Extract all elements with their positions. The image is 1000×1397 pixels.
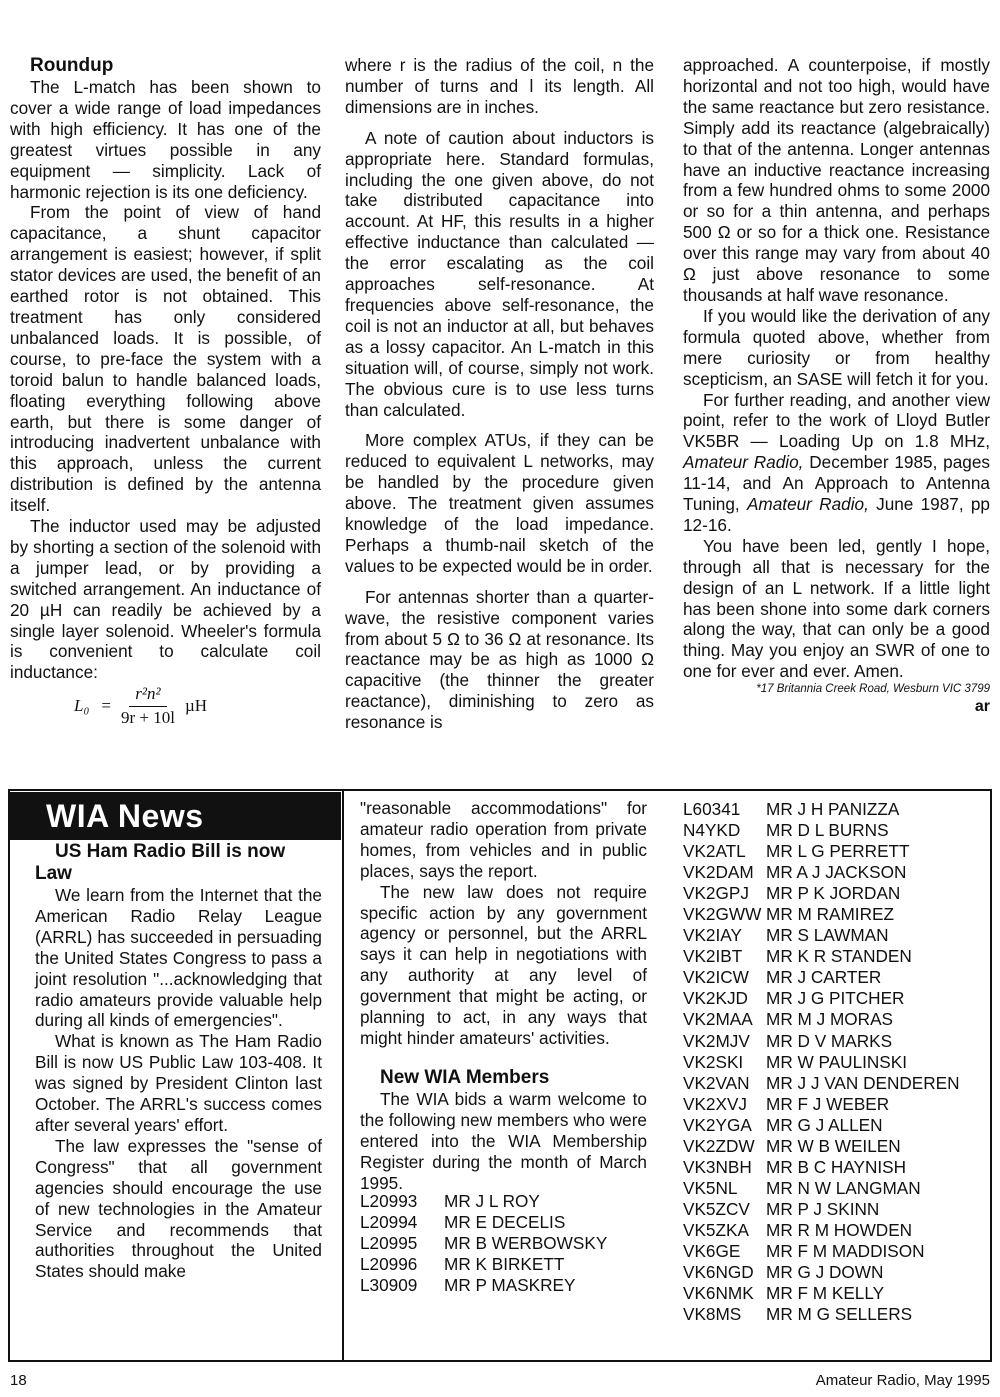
paragraph: approached. A counterpoise, if mostly horizontal and not too high, would have the same reactance but zero resistance. Simply add its reactance (algebraically) to that of the antenna. Longer antennas have an inductive reactance increasing from a few hundred ohms to some 2000 or so for a thin antenna, and perhaps 500 Ω or so for a thick one. Resistance over this range may vary from about 40 Ω just above resonance to some thousands at half wave resonance. — [683, 55, 990, 305]
member-name: MR P MASKREY — [444, 1275, 576, 1296]
member-row — [683, 967, 985, 988]
member-row — [360, 1275, 647, 1296]
member-callsign: VK2YGA — [683, 1114, 752, 1135]
member-callsign: L60341 — [683, 799, 741, 819]
member-name: MR G J ALLEN — [766, 1114, 883, 1135]
member-name: MR K BIRKETT — [444, 1254, 565, 1275]
member-name: MR M RAMIREZ — [766, 904, 894, 925]
paragraph: You have been led, gently I hope, through all that is necessary for the design of an L network. If a little light has been shone into some dark corners along the way, that can only be a good thing. May you enjoy an SWR of one to one for ever and ever. Amen. — [683, 535, 990, 682]
author-address: *17 Britannia Creek Road, Wesburn VIC 3799 — [756, 683, 990, 696]
member-name: MR N W LANGMAN — [766, 1177, 921, 1198]
member-row — [683, 1178, 985, 1199]
member-row — [683, 1157, 985, 1178]
member-name: MR J G PITCHER — [766, 988, 905, 1009]
member-row — [360, 1233, 647, 1254]
publication-footer: Amateur Radio, May 1995 — [815, 1372, 990, 1389]
member-row — [683, 1094, 985, 1115]
box-left-rule — [8, 789, 10, 1362]
paragraph: If you would like the derivation of any formula quoted above, whether from mere curiosity or from healthy scepticism, an SASE will fetch it for you. — [683, 305, 990, 389]
paragraph: We learn from the Internet that the American Radio Relay League (ARRL) has succeeded in persuading the United States Congress to pass a joint resolution "...acknowledging that radio amateurs provide valuable help during all kinds of emergencies". — [35, 885, 322, 1031]
member-row — [683, 1241, 985, 1262]
member-name: MR S LAWMAN — [766, 925, 889, 946]
paragraph: where r is the radius of the coil, n the number of turns and l its length. All dimensions are in inches. — [345, 55, 654, 117]
member-row — [683, 1262, 985, 1283]
member-callsign: L20993 — [360, 1191, 418, 1211]
member-name: MR L G PERRETT — [766, 841, 910, 862]
box-bottom-rule — [8, 1360, 992, 1362]
paragraph: The L-match has been shown to cover a wide range of load impedances with high efficiency. It has one of the greatest virtues possible in any equipment — simplicity. Lack of harmonic rejection is its one deficiency. — [10, 77, 321, 202]
member-name: MR K R STANDEN — [766, 946, 912, 967]
box-right-rule — [990, 789, 992, 1362]
member-callsign: VK2DAM — [683, 862, 754, 883]
member-callsign: VK2KJD — [683, 988, 748, 1009]
section-heading-roundup: Roundup — [30, 55, 114, 76]
members-list-a — [360, 1191, 647, 1296]
formula-unit: µH — [184, 695, 208, 715]
paragraph: More complex ATUs, if they can be reduced to equivalent L networks, may be handled by the procedure given above. The treatment given assumes knowledge of the load impedance. Perhaps a thumb-nail sketch of the values to be expected would be in order. — [345, 430, 654, 576]
member-row — [683, 904, 985, 925]
member-name: MR A J JACKSON — [766, 862, 907, 883]
member-row — [683, 1115, 985, 1136]
member-name: MR J J VAN DENDEREN — [766, 1072, 960, 1093]
member-row — [683, 1136, 985, 1157]
paragraph: The law expresses the "sense of Congress" that all government agencies should encourage the use of new technologies in the Amateur Service and recommends that authorities throughout the United States should make — [35, 1135, 322, 1282]
member-callsign: L30909 — [360, 1275, 418, 1296]
member-name: MR J L ROY — [444, 1191, 540, 1211]
paragraph: The new law does not require specific action by any government agency or personnel, but the ARRL says it can help in negotiations with any authority at any level of government that might be acting, or planning to act, in any ways that might hinder amateurs' activities. — [360, 881, 647, 1048]
member-row — [683, 841, 985, 862]
member-row — [683, 1220, 985, 1241]
member-callsign: VK2IBT — [683, 946, 743, 967]
wia-news-banner: WIA News — [10, 792, 341, 840]
magazine-title: Amateur Radio, — [746, 494, 869, 515]
wheeler-formula — [74, 683, 321, 729]
member-callsign: VK2VAN — [683, 1072, 750, 1093]
member-name: MR F J WEBER — [766, 1093, 890, 1114]
wia-column-1 — [35, 841, 322, 1282]
member-row — [360, 1254, 647, 1275]
member-callsign: VK2SKI — [683, 1051, 744, 1072]
member-name: MR D V MARKS — [766, 1030, 893, 1051]
member-name: MR M G SELLERS — [766, 1304, 913, 1325]
member-callsign: L20994 — [360, 1212, 418, 1233]
member-name: MR B C HAYNISH — [766, 1156, 907, 1177]
member-callsign: VK2MAA — [683, 1009, 753, 1030]
member-callsign: VK2IAY — [683, 925, 742, 946]
member-callsign: VK2XVJ — [683, 1093, 748, 1114]
end-mark: ar — [974, 698, 990, 716]
wia-column-2 — [360, 798, 647, 1193]
news-headline: US Ham Radio Bill is now Law — [35, 841, 286, 884]
paragraph: What is known as The Ham Radio Bill is now US Public Law 103-408. It was signed by President Clinton last October. The ARRL's success comes after several years' effort. — [35, 1031, 322, 1135]
members-heading: New WIA Members — [380, 1066, 550, 1088]
article-column-2 — [345, 55, 654, 733]
member-name: MR J H PANIZZA — [766, 799, 900, 819]
member-callsign: VK3NBH — [683, 1156, 752, 1177]
formula-fraction — [121, 684, 175, 729]
member-name: MR P K JORDAN — [766, 883, 901, 904]
paragraph: From the point of view of hand capacitance, a shunt capacitor arrangement is easiest; however, if split stator devices are used, the benefit of an earthed rotor is not obtained. This treatment has only considered unbalanced loads. It is possible, of course, to pre-face the system with a toroid balun to handle balanced loads, floating everything following above earth, but there is some danger of introducing inadvertent unbalance with this approach, unless the current distribution is defined by the antenna itself. — [10, 202, 321, 516]
member-row — [683, 946, 985, 967]
member-row — [683, 862, 985, 883]
member-row — [683, 820, 985, 841]
member-name: MR M J MORAS — [766, 1009, 893, 1030]
member-name: MR G J DOWN — [766, 1262, 884, 1283]
member-callsign: VK5ZCV — [683, 1198, 750, 1219]
member-name: MR F M MADDISON — [766, 1240, 925, 1261]
member-name: MR W B WEILEN — [766, 1135, 901, 1156]
formula-lhs: L₀ — [74, 695, 90, 715]
member-callsign: VK5NL — [683, 1177, 738, 1198]
paragraph: The WIA bids a warm welcome to the following new members who were entered into the WIA Membership Register during the month of March 1995. — [360, 1088, 647, 1193]
paragraph: A note of caution about inductors is appropriate here. Standard formulas, including the one given above, do not take distributed capacitance into account. At HF, this results in a higher effective inductance than calculated — the error escalating as the coil approaches self-resonance. At frequencies above self-resonance, the coil is not an inductor at all, but behaves as a lossy capacitor. An L-match in this situation will, of course, simply not work. The obvious cure is to use less turns than calculated. — [345, 127, 654, 420]
member-callsign: VK8MS — [683, 1304, 742, 1325]
member-row — [360, 1212, 647, 1233]
article-column-1 — [10, 55, 321, 729]
member-callsign: N4YKD — [683, 820, 741, 841]
member-name: MR P J SKINN — [766, 1198, 880, 1219]
magazine-title: Amateur Radio, — [683, 452, 804, 473]
member-callsign: VK2ICW — [683, 967, 749, 988]
member-callsign: VK5ZKA — [683, 1219, 749, 1240]
member-name: MR F M KELLY — [766, 1283, 885, 1304]
page-number: 18 — [10, 1372, 27, 1389]
member-row — [683, 1031, 985, 1052]
member-row — [683, 925, 985, 946]
member-name: MR J CARTER — [766, 967, 882, 988]
paragraph: For further reading, and another view point, refer to the work of Lloyd Butler VK5BR — Loading Up on 1.8 MHz, Amateur Radio, December 1985, pages 11-14, and An Approach to Antenna Tuning, Amateur Radio, June 1987, pp 12-16. — [683, 389, 990, 535]
member-row — [683, 1052, 985, 1073]
member-row — [683, 1304, 985, 1325]
article-column-3 — [683, 55, 990, 718]
member-callsign: VK2GPJ — [683, 883, 749, 904]
member-callsign: VK2GWW — [683, 904, 762, 925]
member-name: MR R M HOWDEN — [766, 1219, 913, 1240]
members-list-b — [683, 799, 985, 1325]
member-callsign: VK2ZDW — [683, 1135, 755, 1156]
member-name: MR B WERBOWSKY — [444, 1233, 608, 1254]
member-name: MR E DECELIS — [444, 1212, 566, 1233]
member-row — [360, 1191, 647, 1212]
member-callsign: VK6NMK — [683, 1283, 754, 1304]
formula-denominator: 9r + 10l — [120, 707, 175, 727]
member-callsign: VK2ATL — [683, 841, 746, 862]
member-callsign: L20996 — [360, 1254, 418, 1275]
formula-numerator: r²n² — [129, 684, 166, 707]
box-divider — [342, 791, 344, 1360]
member-name: MR W PAULINSKI — [766, 1051, 908, 1072]
member-callsign: VK6GE — [683, 1240, 741, 1261]
member-row — [683, 799, 985, 820]
member-row — [683, 1009, 985, 1030]
member-callsign: L20995 — [360, 1233, 418, 1254]
member-row — [683, 883, 985, 904]
member-callsign: VK6NGD — [683, 1262, 754, 1283]
formula-equals: = — [101, 695, 111, 715]
member-row — [683, 988, 985, 1009]
paragraph: "reasonable accommodations" for amateur radio operation from private homes, from vehicles and in public places, says the report. — [360, 798, 647, 881]
member-row — [683, 1073, 985, 1094]
box-top-rule — [8, 789, 992, 791]
paragraph: The inductor used may be adjusted by shorting a section of the solenoid with a jumper lead, or by providing a switched arrangement. An inductance of 20 µH can readily be achieved by a single layer solenoid. Wheeler's formula is convenient to calculate coil inductance: — [10, 516, 321, 683]
member-row — [683, 1283, 985, 1304]
member-name: MR D L BURNS — [766, 820, 889, 841]
paragraph: For antennas shorter than a quarter-wave, the resistive component varies from about 5 Ω to 36 Ω at resonance. Its reactance may be as high as 1000 Ω capacitive (the thinner the greater reactance), diminishing to zero as resonance is — [345, 586, 654, 733]
member-callsign: VK2MJV — [683, 1030, 750, 1051]
member-row — [683, 1199, 985, 1220]
